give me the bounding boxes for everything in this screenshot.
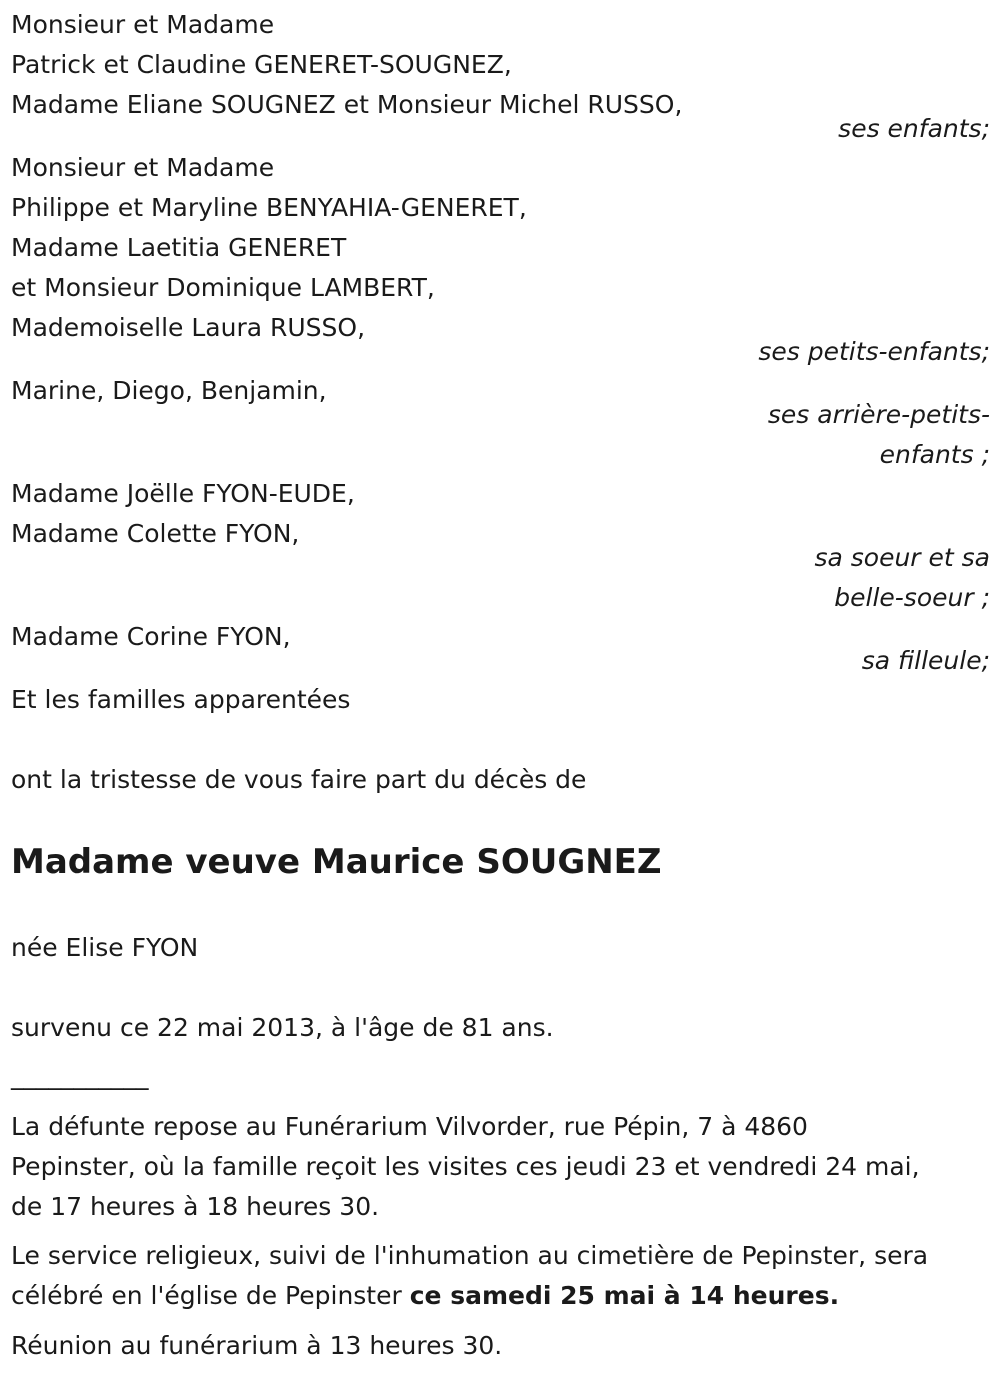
meeting-info: Réunion au funérarium à 13 heures 30. bbox=[11, 1331, 503, 1360]
maiden-name: née Elise FYON bbox=[11, 933, 199, 962]
family-line: Monsieur et Madame bbox=[11, 153, 275, 182]
service-info-text: célébré en l'église de Pepinster bbox=[11, 1281, 410, 1310]
relation-label-sisters: sa soeur et sa bbox=[814, 543, 990, 572]
death-date: survenu ce 22 mai 2013, à l'âge de 81 ans. bbox=[11, 1013, 554, 1042]
families-line: Et les familles apparentées bbox=[11, 685, 351, 714]
family-line: Madame Joëlle FYON-EUDE, bbox=[11, 479, 355, 508]
service-info: Le service religieux, suivi de l'inhumation au cimetière de Pepinster, sera bbox=[11, 1241, 929, 1270]
deceased-name: Madame veuve Maurice SOUGNEZ bbox=[11, 842, 662, 882]
family-line: Patrick et Claudine GENERET-SOUGNEZ, bbox=[11, 50, 512, 79]
announcement-intro: ont la tristesse de vous faire part du décès de bbox=[11, 765, 587, 794]
visit-info: Pepinster, où la famille reçoit les visites ces jeudi 23 et vendredi 24 mai, bbox=[11, 1152, 920, 1181]
relation-label-sisters: belle-soeur ; bbox=[834, 583, 990, 612]
family-line: Philippe et Maryline BENYAHIA-GENERET, bbox=[11, 193, 527, 222]
family-line: Monsieur et Madame bbox=[11, 10, 275, 39]
family-line: et Monsieur Dominique LAMBERT, bbox=[11, 273, 435, 302]
family-line: Madame Colette FYON, bbox=[11, 519, 300, 548]
relation-label-great-grandchildren: ses arrière-petits- bbox=[767, 400, 990, 429]
visit-info: de 17 heures à 18 heures 30. bbox=[11, 1192, 380, 1221]
relation-label-great-grandchildren: enfants ; bbox=[879, 440, 990, 469]
visit-info: La défunte repose au Funérarium Vilvorder, rue Pépin, 7 à 4860 bbox=[11, 1112, 808, 1141]
service-datetime: ce samedi 25 mai à 14 heures. bbox=[409, 1281, 840, 1310]
family-line: Marine, Diego, Benjamin, bbox=[11, 376, 327, 405]
service-info bbox=[11, 1276, 839, 1316]
relation-label-goddaughter: sa filleule; bbox=[861, 646, 990, 675]
separator-line: ___________ bbox=[11, 1061, 149, 1090]
family-line: Madame Laetitia GENERET bbox=[11, 233, 347, 262]
relation-label-children: ses enfants; bbox=[838, 114, 990, 143]
family-line: Mademoiselle Laura RUSSO, bbox=[11, 313, 366, 342]
family-line: Madame Corine FYON, bbox=[11, 622, 291, 651]
family-line: Madame Eliane SOUGNEZ et Monsieur Michel RUSSO, bbox=[11, 90, 683, 119]
relation-label-grandchildren: ses petits-enfants; bbox=[758, 337, 990, 366]
